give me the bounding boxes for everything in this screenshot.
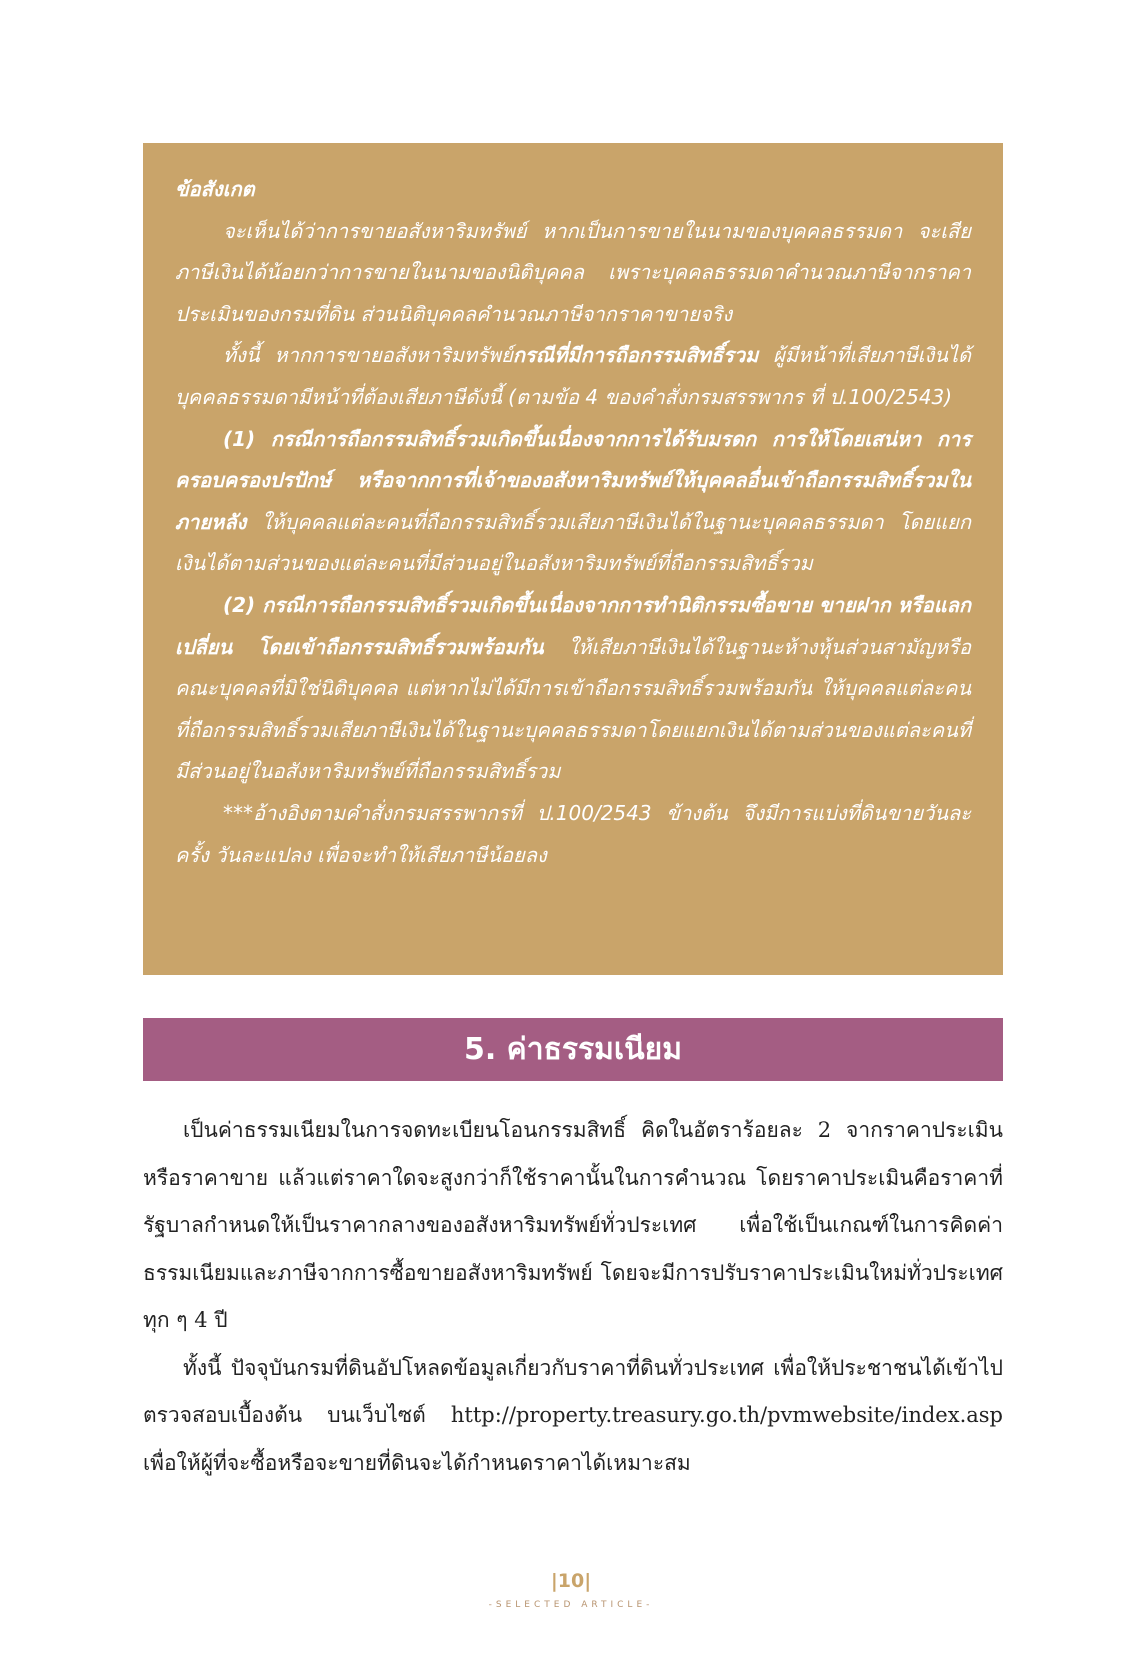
- footer-label: -SELECTED ARTICLE-: [488, 1600, 654, 1610]
- page-number: |10|: [550, 1570, 592, 1592]
- section-header-fees: 5. ค่าธรรมเนียม: [143, 1018, 1003, 1081]
- note-paragraph-4-emphasis: (2) กรณีการถือกรรมสิทธิ์รวมเกิดขึ้นเนื่องจากการทำนิติกรรมซื้อขาย ขายฝาก หรือแลกเปลี่ยน โดยเข้าถือกรรมสิทธิ์รวมพร้อมกัน: [175, 592, 971, 659]
- note-paragraph-5: ***อ้างอิงตามคำสั่งกรมสรรพากรที่ ป.100/2543 ข้างต้น จึงมีการแบ่งที่ดินขายวันละครั้ง วันละแปลง เพื่อจะทำให้เสียภาษีน้อยลง: [175, 800, 971, 867]
- section-body: [143, 1107, 1003, 1487]
- note-paragraph-3: [175, 419, 971, 585]
- note-paragraph-3-emphasis: (1) กรณีการถือกรรมสิทธิ์รวมเกิดขึ้นเนื่องจากการได้รับมรดก การให้โดยเสน่หา การครอบครองปรปักษ์ หรือจากการที่เจ้าของอสังหาริมทรัพย์ให้บุคคลอื่นเข้าถือกรรมสิทธิ์รวมในภายหลัง: [175, 426, 971, 534]
- note-paragraph-2-emphasis: กรณีที่มีการถือกรรมสิทธิ์รวม: [512, 343, 759, 368]
- note-paragraph-2-intro: ทั้งนี้ หากการขายอสังหาริมทรัพย์: [223, 343, 513, 368]
- note-paragraph-4: [175, 585, 971, 793]
- note-paragraph-1: จะเห็นได้ว่าการขายอสังหาริมทรัพย์ หากเป็นการขายในนามของบุคคลธรรมดา จะเสียภาษีเงินได้น้อยกว่าการขายในนามของนิติบุคคล เพราะบุคคลธรรมดาคำนวณภาษีจากราคาประเมินของกรมที่ดิน ส่วนนิติบุคคลคำนวณภาษีจากราคาขายจริง: [175, 218, 971, 326]
- observation-note-box: [143, 143, 1003, 975]
- body-paragraph-2: ทั้งนี้ ปัจจุบันกรมที่ดินอัปโหลดข้อมูลเกี่ยวกับราคาที่ดินทั่วประเทศ เพื่อให้ประชาชนได้เข้าไปตรวจสอบเบื้องต้น บนเว็บไซต์ http://property.treasury.go.th/pvmwebsite/index.asp เพื่อให้ผู้ที่จะซื้อหรือจะขายที่ดินจะได้กำหนดราคาได้เหมาะสม: [143, 1355, 1003, 1475]
- note-paragraph-3-rest: ให้บุคคลแต่ละคนที่ถือกรรมสิทธิ์รวมเสียภาษีเงินได้ในฐานะบุคคลธรรมดา โดยแยกเงินได้ตามส่วนของแต่ละคนที่มีส่วนอยู่ในอสังหาริมทรัพย์ที่ถือกรรมสิทธิ์รวม: [175, 509, 971, 576]
- note-paragraph-2-rest: ผู้มีหน้าที่เสียภาษีเงินได้บุคคลธรรมดามีหน้าที่ต้องเสียภาษีดังนี้ (ตามข้อ 4 ของคำสั่งกรมสรรพากร ที่ ป.100/2543): [175, 343, 971, 409]
- note-paragraph-4-rest: ให้เสียภาษีเงินได้ในฐานะห้างหุ้นส่วนสามัญหรือคณะบุคคลที่มิใช่นิติบุคคล แต่หากไม่ได้มีการเข้าถือกรรมสิทธิ์รวมพร้อมกัน ให้บุคคลแต่ละคนที่ถือกรรมสิทธิ์รวมเสียภาษีเงินได้ในฐานะบุคคลธรรมดาโดยแยกเงินได้ตามส่วนของแต่ละคนที่มีส่วนอยู่ในอสังหาริมทรัพย์ที่ถือกรรมสิทธิ์รวม: [175, 634, 971, 784]
- note-paragraph-2: [175, 335, 971, 418]
- body-paragraph-1: เป็นค่าธรรมเนียมในการจดทะเบียนโอนกรรมสิทธิ์ คิดในอัตราร้อยละ 2 จากราคาประเมินหรือราคาขาย แล้วแต่ราคาใดจะสูงกว่าก็ใช้ราคานั้นในการคำนวณ โดยราคาประเมินคือราคาที่รัฐบาลกำหนดให้เป็นราคากลางของอสังหาริมทรัพย์ทั่วประเทศ เพื่อใช้เป็นเกณฑ์ในการคิดค่าธรรมเนียมและภาษีจากการซื้อขายอสังหาริมทรัพย์ โดยจะมีการปรับราคาประเมินใหม่ทั่วประเทศทุก ๆ 4 ปี: [143, 1118, 1003, 1332]
- note-title: ข้อสังเกต: [175, 177, 255, 201]
